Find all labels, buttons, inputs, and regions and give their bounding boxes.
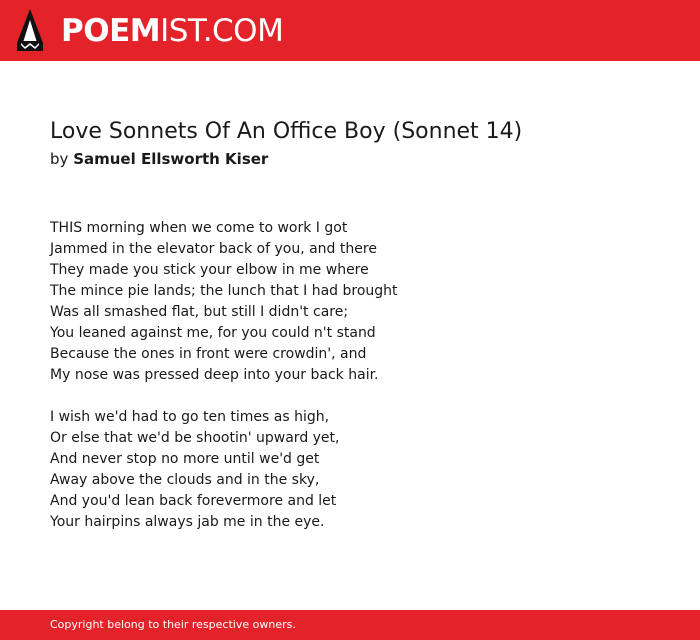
poem-line: Jammed in the elevator back of you, and there: [50, 241, 377, 257]
stanza-1: [50, 218, 398, 386]
poem-line: Or else that we'd be shootin' upward yet,: [50, 430, 340, 446]
poem-line: The mince pie lands; the lunch that I had brought: [50, 283, 398, 299]
poem-line: They made you stick your elbow in me where: [50, 262, 369, 278]
poem-line: And you'd lean back forevermore and let: [50, 493, 337, 509]
poem-line: Away above the clouds and in the sky,: [50, 472, 320, 488]
poem-line: THIS morning when we come to work I got: [50, 220, 348, 236]
poem-line: Your hairpins always jab me in the eye.: [50, 514, 325, 530]
site-header: [0, 0, 700, 61]
site-logo[interactable]: [61, 11, 283, 51]
poem-line: Was all smashed flat, but still I didn't care;: [50, 304, 349, 320]
pencil-tip-icon[interactable]: [17, 9, 43, 51]
author-name[interactable]: Samuel Ellsworth Kiser: [73, 150, 269, 168]
poem-line: I wish we'd had to go ten times as high,: [50, 409, 330, 425]
copyright-notice: Copyright belong to their respective owners.: [50, 618, 296, 631]
poem-line: Because the ones in front were crowdin', and: [50, 346, 367, 362]
poem-line: And never stop no more until we'd get: [50, 451, 320, 467]
byline: [50, 148, 268, 170]
logo-text-light: IST.COM: [160, 13, 284, 49]
site-footer: [0, 610, 700, 640]
logo-text-bold: POEM: [61, 13, 161, 49]
byline-prefix: by: [50, 150, 69, 168]
poem-line: You leaned against me, for you could n't stand: [50, 325, 376, 341]
poem-line: My nose was pressed deep into your back hair.: [50, 367, 379, 383]
stanza-2: [50, 407, 398, 533]
poem-title: Love Sonnets Of An Office Boy (Sonnet 14): [50, 119, 523, 144]
poem-body: [50, 218, 398, 554]
